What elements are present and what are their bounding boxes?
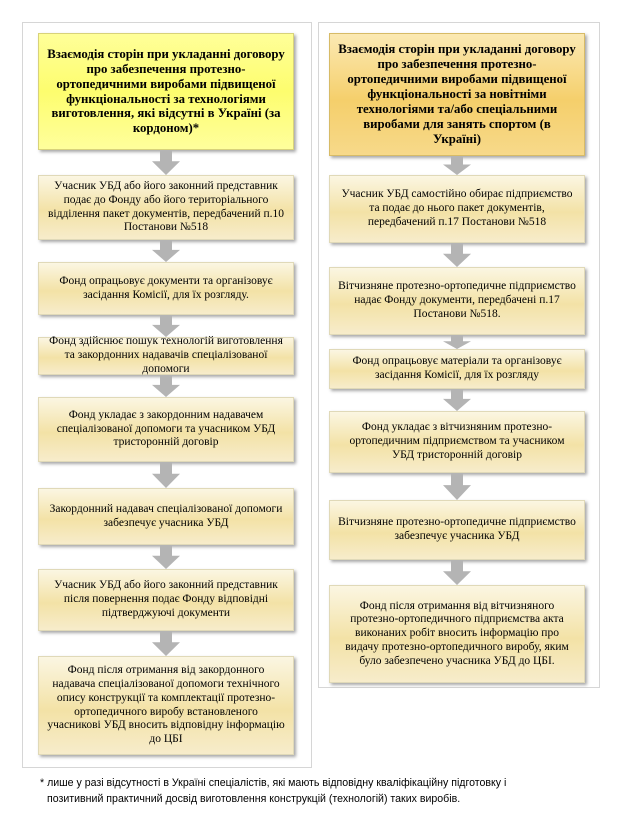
right-step-2: Вітчизняне протезно-ортопедичне підприємство надає Фонду документи, передбачені п.17 Постанови №518. xyxy=(329,267,585,335)
left-arrow-6 xyxy=(152,545,180,569)
footnote xyxy=(40,776,600,808)
right-step-6: Фонд після отримання від вітчизняного протезно-ортопедичного підприємства акта виконаних робіт вносить інформацію про видачу протезно-ортопедичного виробу, яким було забезпечено учасника УБД до ЦБІ. xyxy=(329,585,585,683)
right-step-1: Учасник УБД самостійно обирає підприємство та подає до нього пакет документів, передбачений п.17 Постанови №518 xyxy=(329,175,585,243)
footnote-line-1: * лише у разі відсутності в Україні спеціалістів, які мають відповідну кваліфікаційну підготовку і xyxy=(40,777,507,789)
right-arrow-5 xyxy=(443,473,471,500)
left-header-box: Взаємодія сторін при укладанні договору про забезпечення протезно-ортопедичними виробами підвищеної функціональності за технологіями виготовлення, які відсутні в Україні (за кордоном)* xyxy=(38,33,294,150)
left-step-1: Учасник УБД або його законний представник подає до Фонду або його територіального відділення пакет документів, передбачений п.10 Постанови №518 xyxy=(38,175,294,240)
left-arrow-5 xyxy=(152,462,180,488)
right-arrow-1 xyxy=(443,156,471,175)
left-arrow-4 xyxy=(152,375,180,397)
left-step-4: Фонд укладає з закордонним надавачем спеціалізованої допомоги та учасником УБД тристоронній договір xyxy=(38,397,294,462)
left-arrow-1 xyxy=(152,150,180,175)
left-arrow-2 xyxy=(152,240,180,262)
right-arrow-2 xyxy=(443,243,471,267)
right-arrow-6 xyxy=(443,560,471,585)
right-arrow-3 xyxy=(443,335,471,349)
left-step-5: Закордонний надавач спеціалізованої допомоги забезпечує учасника УБД xyxy=(38,488,294,545)
right-step-3: Фонд опрацьовує матеріали та організовує засідання Комісії, для їх розгляду xyxy=(329,349,585,389)
right-header-box: Взаємодія сторін при укладанні договору про забезпечення протезно-ортопедичними виробами підвищеної функціональності за новітніми технологіями та/або спеціальними виробами для занять спортом (в Україні) xyxy=(329,33,585,156)
left-arrow-7 xyxy=(152,631,180,656)
footnote-line-2: позитивний практичний досвід виготовлення конструкцій (технологій) таких виробів. xyxy=(47,792,461,805)
left-step-2: Фонд опрацьовує документи та організовує засідання Комісії, для їх розгляду. xyxy=(38,262,294,315)
left-arrow-3 xyxy=(152,315,180,337)
right-step-4: Фонд укладає з вітчизняним протезно-ортопедичним підприємством та учасником УБД тристоронній договір xyxy=(329,411,585,473)
left-step-7: Фонд після отримання від закордонного надавача спеціалізованої допомоги технічного опису конструкції та комплектації протезно-ортопедичного виробу встановленого учасникові УБД вносить відповідну інформацію до ЦБІ xyxy=(38,656,294,755)
left-step-6: Учасник УБД або його законний представник після повернення подає Фонду відповідні підтверджуючі документи xyxy=(38,569,294,631)
right-step-5: Вітчизняне протезно-ортопедичне підприємство забезпечує учасника УБД xyxy=(329,500,585,560)
left-step-3: Фонд здійснює пошук технологій виготовлення та закордонних надавачів спеціалізованої допомоги xyxy=(38,337,294,375)
right-arrow-4 xyxy=(443,389,471,411)
